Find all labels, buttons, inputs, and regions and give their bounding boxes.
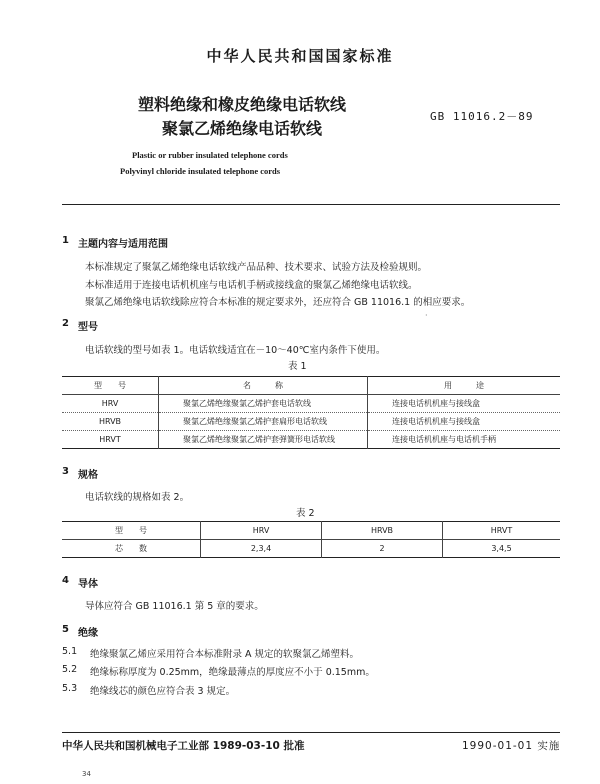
section-1-number: 1 [62, 235, 69, 246]
table-2-cell: 3,4,5 [443, 540, 561, 558]
table-1-cell: HRVB [62, 413, 159, 431]
table-row [62, 395, 560, 413]
table-row [62, 540, 560, 558]
table-2-cell: 2 [322, 540, 443, 558]
clause-number: 5.3 [62, 683, 78, 694]
table-1-cell: 聚氯乙烯绝缘聚氯乙烯护套弹簧形电话软线 [159, 431, 368, 449]
table-1-cell: 连接电话机机座与接线盒 [368, 395, 561, 413]
table-2-caption: 表 2 [296, 508, 315, 519]
table-2-cell: 2,3,4 [201, 540, 322, 558]
section-5-title: 绝缘 [78, 628, 98, 639]
section-1-paragraph-2: 本标准适用于连接电话机机座与电话机手柄或接线盒的聚氯乙烯绝缘电话软线。 [85, 280, 418, 291]
section-1-paragraph-1: 本标准规定了聚氯乙烯绝缘电话软线产品品种、技术要求、试验方法及检验规则。 [85, 262, 428, 273]
table-1 [62, 376, 560, 449]
clause-text: 绝缘标称厚度为 0.25mm，绝缘最薄点的厚度应不小于 0.15mm。 [90, 667, 375, 678]
table-1-header-name: 名 称 [159, 377, 368, 395]
table-row [62, 431, 560, 449]
table-2 [62, 521, 560, 558]
section-5-number: 5 [62, 624, 69, 635]
section-4-number: 4 [62, 575, 69, 586]
effective-date: 1990-01-01 实施 [462, 740, 561, 752]
section-1-title: 主题内容与适用范围 [78, 239, 168, 250]
section-2-number: 2 [62, 318, 69, 329]
english-title-1: Plastic or rubber insulated telephone cords [132, 150, 288, 160]
table-1-cell: HRV [62, 395, 159, 413]
section-1-paragraph-3: 聚氯乙烯绝缘电话软线除应符合本标准的规定要求外，还应符合 GB 11016.1 的相应要求。 [85, 297, 471, 308]
page-number: 34 [82, 770, 91, 778]
section-3-paragraph: 电话软线的规格如表 2。 [85, 492, 190, 503]
table-1-cell: 聚氯乙烯绝缘聚氯乙烯护套电话软线 [159, 395, 368, 413]
section-2-paragraph: 电话软线的型号如表 1。电话软线适宜在－10～40℃室内条件下使用。 [85, 345, 386, 356]
clause-number: 5.1 [62, 646, 78, 657]
section-2-title: 型号 [78, 322, 98, 333]
section-3-number: 3 [62, 466, 69, 477]
table-1-header-usage: 用 途 [368, 377, 561, 395]
table-2-header-hrv: HRV [201, 522, 322, 540]
section-4-title: 导体 [78, 579, 98, 590]
clause-text: 绝缘线芯的颜色应符合表 3 规定。 [90, 686, 236, 697]
title-line-2: 聚氯乙烯绝缘电话软线 [162, 119, 323, 138]
header-divider [62, 204, 560, 205]
english-title-2: Polyvinyl chloride insulated telephone cords [120, 166, 281, 176]
table-2-cell: 芯 数 [115, 544, 147, 553]
clause-number: 5.2 [62, 664, 78, 675]
table-2-header-model: 型 号 [62, 522, 201, 540]
table-1-caption: 表 1 [288, 361, 307, 372]
clause-text: 绝缘聚氯乙烯应采用符合本标准附录 A 规定的软聚氯乙烯塑料。 [90, 649, 360, 660]
table-1-cell: 聚氯乙烯绝缘聚氯乙烯护套扁形电话软线 [159, 413, 368, 431]
table-row [62, 413, 560, 431]
stray-mark: · [425, 311, 428, 320]
standard-number: GB 11016.2－89 [430, 110, 534, 123]
title-line-1: 塑料绝缘和橡皮绝缘电话软线 [138, 95, 347, 114]
table-1-header-model: 型 号 [62, 377, 159, 395]
footer-divider [62, 732, 560, 733]
table-1-cell: HRVT [62, 431, 159, 449]
section-3-title: 规格 [78, 470, 98, 481]
table-2-header-hrvt: HRVT [443, 522, 561, 540]
approval-statement: 中华人民共和国机械电子工业部 1989-03-10 批准 [62, 740, 305, 752]
table-1-cell: 连接电话机机座与电话机手柄 [368, 431, 561, 449]
table-2-header-hrvb: HRVB [322, 522, 443, 540]
table-1-cell: 连接电话机机座与接线盒 [368, 413, 561, 431]
section-4-paragraph: 导体应符合 GB 11016.1 第 5 章的要求。 [85, 601, 264, 612]
standard-agency-header: 中华人民共和国国家标准 [206, 47, 394, 65]
